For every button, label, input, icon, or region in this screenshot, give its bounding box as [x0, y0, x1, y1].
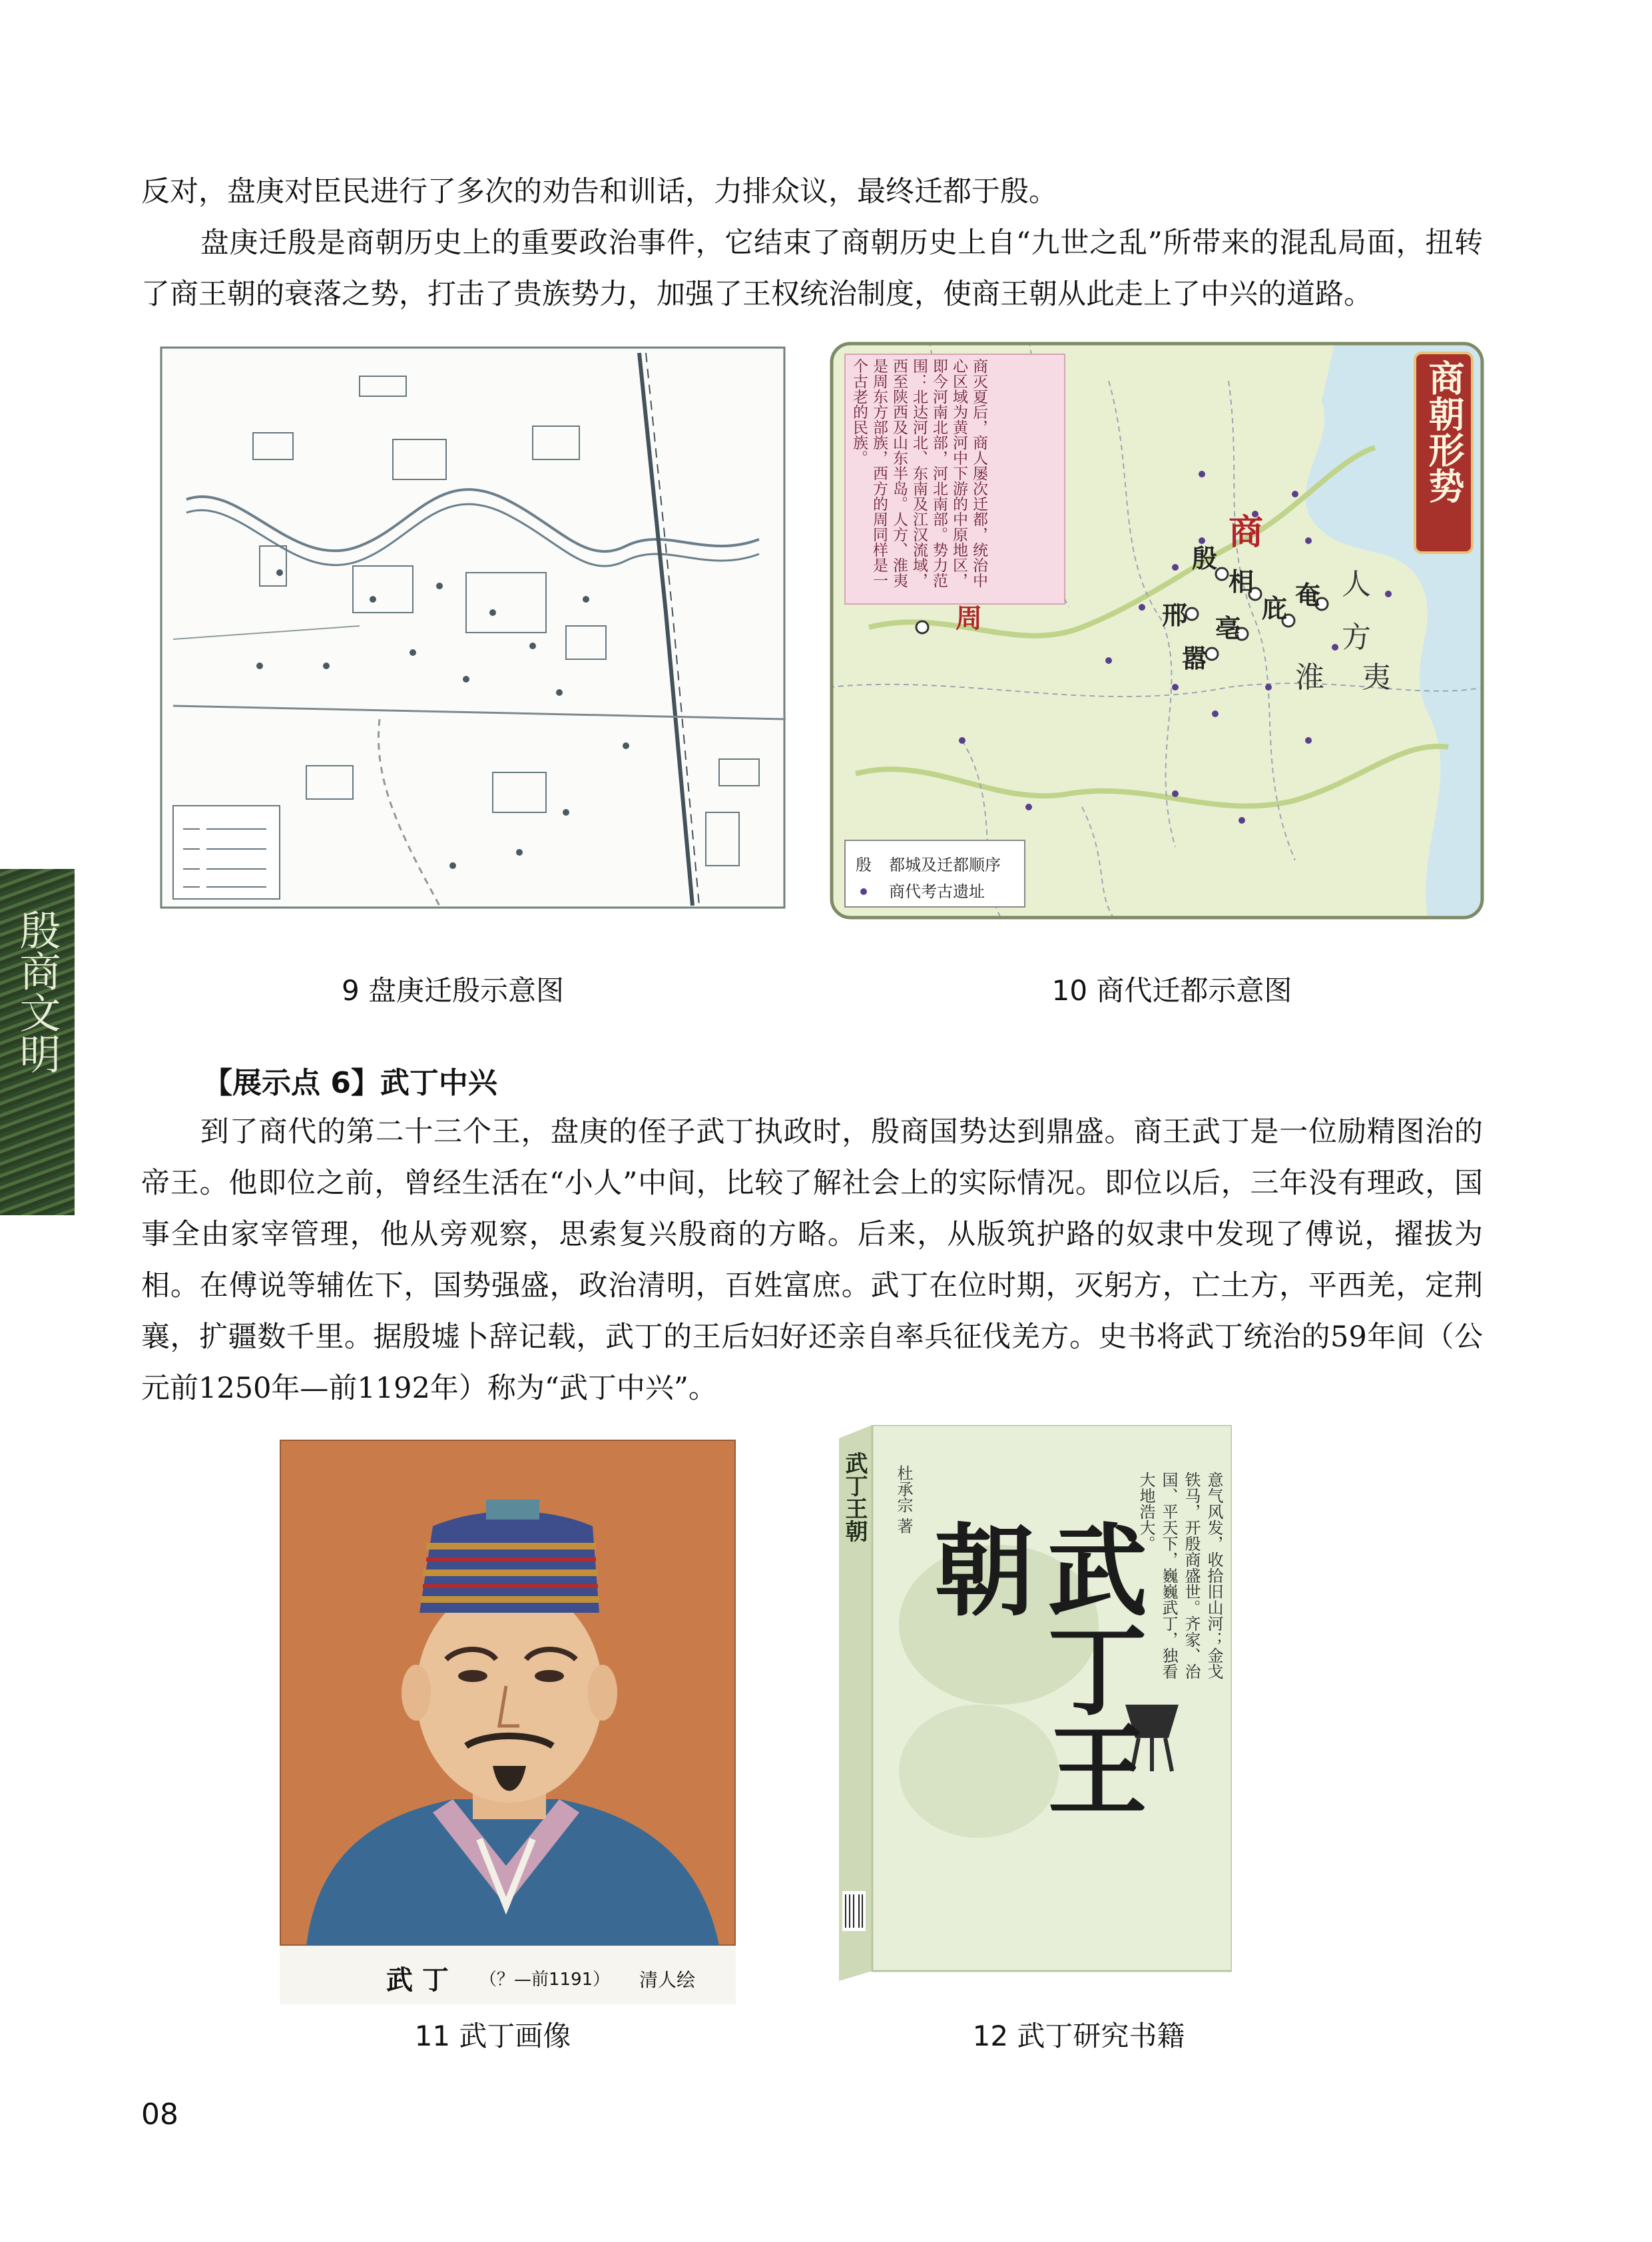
city-yin: 殷	[1192, 543, 1218, 573]
chapter-side-strip	[0, 869, 75, 1215]
city-yan: 奄	[1295, 580, 1321, 610]
figure-11-portrait	[280, 1440, 736, 2004]
caption-figure-11: 11 武丁画像	[414, 2020, 571, 2052]
book-spine-title: 武丁王朝	[841, 1452, 868, 1542]
map-label-huai: 淮	[1295, 661, 1324, 695]
caption-figure-12: 12 武丁研究书籍	[972, 2020, 1185, 2052]
paragraph-2	[141, 218, 1483, 320]
paragraph-2-text: 盘庚迁殷是商朝历史上的重要政治事件，它结束了商朝历史上自“九世之乱”所带来的混乱局面，扭转了商王朝的衰落之势，打击了贵族势力，加强了王权统治制度，使商王朝从此走上了中兴的道路。	[141, 226, 1483, 311]
legend-site-dot	[860, 888, 867, 895]
book-tagline: 意气风发，收拾旧山河；金戈铁马，开殷商盛世。齐家、治国、平天下，巍巍武丁，独看大地浩大。	[1137, 1472, 1223, 1679]
portrait-drawing	[280, 1440, 736, 1946]
map-title: 商朝形势	[1423, 360, 1465, 503]
side-seal-text: 殷商文明	[13, 909, 61, 1074]
figure-10-map	[829, 341, 1485, 920]
book-cover-title: 武丁王朝	[917, 1518, 1147, 1818]
shang-map-drawing	[829, 341, 1485, 920]
map-label-yi: 夷	[1362, 661, 1391, 695]
legend-capital-label: 都城及迁都顺序	[889, 856, 1001, 874]
city-bi: 庇	[1262, 593, 1288, 623]
page-number: 08	[141, 2098, 178, 2131]
city-xing: 邢	[1162, 600, 1188, 630]
paragraph-1: 反对，盘庚对臣民进行了多次的劝告和训话，力排众议，最终迁都于殷。	[141, 175, 1057, 208]
portrait-dates: （？—前1191）	[479, 1970, 611, 1990]
legend-site-label: 商代考古遗址	[889, 882, 985, 901]
paragraph-3	[141, 1107, 1483, 1414]
city-ao: 嚣	[1182, 643, 1208, 673]
map-note-text: 商灭夏后，商人屡次迁都，统治中心区域为黄河中下游的中原地区，即今河南北部，河北南部。势力范围：北达河北、东南及江汉流域，西至陕西及山东半岛。人方、淮夷是周东方部族，西方的周同样是一个古老的民族。	[850, 358, 987, 588]
figure-9-map	[160, 346, 786, 909]
map-label-ren: 人	[1342, 567, 1371, 601]
legend-capital-symbol: 殷	[856, 856, 872, 874]
map-label-shang: 商	[1229, 512, 1264, 553]
map-label-zhou: 周	[956, 603, 982, 634]
caption-figure-9: 9 盘庚迁殷示意图	[341, 974, 565, 1007]
city-xiang: 相	[1229, 567, 1254, 597]
city-bo: 亳	[1215, 613, 1241, 643]
paragraph-3-text: 到了商代的第二十三个王，盘庚的侄子武丁执政时，殷商国势达到鼎盛。商王武丁是一位励精图治的帝王。他即位之前，曾经生活在“小人”中间，比较了解社会上的实际情况。即位以后，三年没有理政，国事全由家宰管理，他从旁观察，思索复兴殷商的方略。后来，从版筑护路的奴隶中发现了傅说，擢拔为相。在傅说等辅佐下，国势强盛，政治清明，百姓富庶。武丁在位时期，灭躬方，亡土方，平西羌，定荆襄，扩疆数千里。据殷墟卜辞记载，武丁的王后妇好还亲自率兵征伐羌方。史书将武丁统治的59年间（公元前1250年—前1192年）称为“武丁中兴”。	[141, 1115, 1483, 1405]
caption-figure-10: 10 商代迁都示意图	[1051, 974, 1292, 1007]
site-map-drawing	[160, 346, 786, 909]
map-label-fang: 方	[1342, 621, 1371, 655]
section-heading: 【展示点 6】武丁中兴	[203, 1066, 497, 1100]
portrait-caption-bar	[280, 1946, 736, 2004]
portrait-name: 武 丁	[386, 1965, 449, 1996]
figure-12-book	[832, 1425, 1232, 1981]
book-author: 杜承宗 著	[894, 1465, 913, 1534]
portrait-credit: 清人绘	[639, 1969, 696, 1991]
